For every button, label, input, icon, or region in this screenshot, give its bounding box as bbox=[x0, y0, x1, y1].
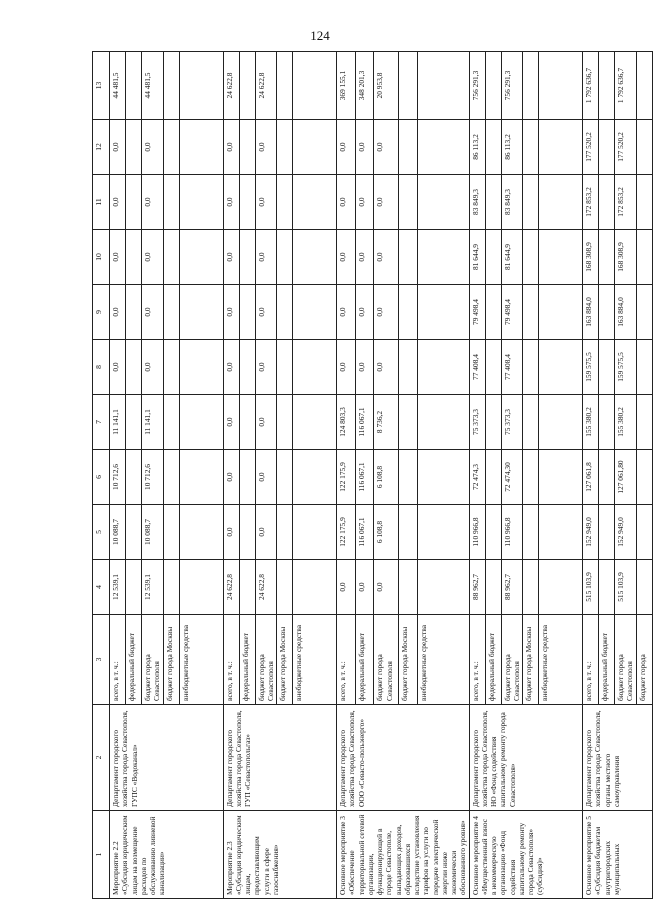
value-cell: 10 712,6 bbox=[142, 450, 164, 505]
value-cell: 83 849,3 bbox=[501, 175, 523, 230]
value-cell: 0,0 bbox=[223, 450, 239, 505]
value-cell bbox=[277, 450, 293, 505]
value-cell bbox=[126, 285, 142, 340]
value-cell bbox=[179, 230, 223, 285]
value-cell bbox=[485, 560, 501, 615]
value-cell bbox=[539, 285, 583, 340]
value-cell: 81 644,9 bbox=[501, 230, 523, 285]
value-cell: 24 622,8 bbox=[255, 560, 277, 615]
executor: Департамент городского хозяйства города Севастополя, НО «Фонд содействия капитальному ремонту города Севастополя» bbox=[469, 705, 583, 811]
value-cell bbox=[163, 505, 179, 560]
funding-source: бюджет города Севастополя bbox=[142, 615, 164, 705]
value-cell: 0,0 bbox=[374, 175, 399, 230]
value-cell bbox=[599, 52, 615, 120]
value-cell bbox=[418, 120, 469, 175]
value-cell: 172 853,2 bbox=[583, 175, 599, 230]
value-cell bbox=[636, 230, 652, 285]
value-cell bbox=[636, 120, 652, 175]
value-cell bbox=[523, 120, 539, 175]
value-cell: 79 498,4 bbox=[501, 285, 523, 340]
value-cell: 127 061,80 bbox=[615, 450, 637, 505]
value-cell bbox=[539, 340, 583, 395]
value-cell: 0,0 bbox=[337, 120, 356, 175]
value-cell: 11 141,1 bbox=[142, 395, 164, 450]
table-row bbox=[110, 52, 126, 899]
funding-source: бюджет города Севастополя bbox=[255, 615, 277, 705]
value-cell: 86 113,2 bbox=[501, 120, 523, 175]
value-cell bbox=[523, 395, 539, 450]
value-cell: 163 884,0 bbox=[615, 285, 637, 340]
column-number: 10 bbox=[93, 230, 110, 285]
value-cell bbox=[126, 395, 142, 450]
value-cell bbox=[599, 450, 615, 505]
value-cell: 6 108,8 bbox=[374, 505, 399, 560]
value-cell bbox=[418, 285, 469, 340]
value-cell: 110 966,8 bbox=[501, 505, 523, 560]
value-cell bbox=[599, 560, 615, 615]
value-cell: 24 622,8 bbox=[223, 560, 239, 615]
value-cell bbox=[636, 285, 652, 340]
value-cell bbox=[163, 395, 179, 450]
value-cell: 756 291,3 bbox=[501, 52, 523, 120]
value-cell bbox=[599, 340, 615, 395]
value-cell bbox=[523, 175, 539, 230]
value-cell: 10 712,6 bbox=[110, 450, 126, 505]
value-cell: 8 736,2 bbox=[374, 395, 399, 450]
funding-source: бюджет города Москвы bbox=[399, 615, 418, 705]
value-cell bbox=[399, 52, 418, 120]
value-cell: 0,0 bbox=[337, 175, 356, 230]
value-cell bbox=[239, 230, 255, 285]
value-cell bbox=[277, 285, 293, 340]
value-cell bbox=[239, 175, 255, 230]
value-cell: 116 067,1 bbox=[355, 450, 374, 505]
table-row bbox=[223, 52, 239, 899]
value-cell: 12 539,1 bbox=[142, 560, 164, 615]
value-cell: 177 520,2 bbox=[583, 120, 599, 175]
value-cell: 0,0 bbox=[374, 560, 399, 615]
funding-source: всего, в т. ч.: bbox=[223, 615, 239, 705]
value-cell bbox=[293, 230, 337, 285]
value-cell: 110 966,8 bbox=[469, 505, 485, 560]
value-cell: 1 792 636,7 bbox=[583, 52, 599, 120]
value-cell bbox=[163, 120, 179, 175]
value-cell: 44 481,5 bbox=[110, 52, 126, 120]
executor: Департамент городского хозяйства города Севастополя, органы местного самоуправления bbox=[583, 705, 653, 811]
funding-source: федеральный бюджет bbox=[485, 615, 501, 705]
value-cell: 0,0 bbox=[255, 230, 277, 285]
column-number: 2 bbox=[93, 705, 110, 811]
value-cell: 168 308,9 bbox=[615, 230, 637, 285]
value-cell: 0,0 bbox=[142, 285, 164, 340]
value-cell: 0,0 bbox=[223, 505, 239, 560]
value-cell bbox=[399, 120, 418, 175]
value-cell bbox=[523, 450, 539, 505]
value-cell: 12 539,1 bbox=[110, 560, 126, 615]
funding-source: всего, в т. ч.: bbox=[337, 615, 356, 705]
value-cell: 0,0 bbox=[255, 285, 277, 340]
value-cell bbox=[179, 505, 223, 560]
value-cell bbox=[126, 175, 142, 230]
funding-source: федеральный бюджет bbox=[599, 615, 615, 705]
value-cell bbox=[485, 52, 501, 120]
value-cell bbox=[399, 560, 418, 615]
value-cell: 88 962,7 bbox=[501, 560, 523, 615]
value-cell bbox=[179, 120, 223, 175]
activity-name: Мероприятие 2.3 «Субсидия юридическим лицам, предоставляющим услуги в сфере газоснабжения» bbox=[223, 811, 337, 899]
value-cell bbox=[179, 52, 223, 120]
column-number: 9 bbox=[93, 285, 110, 340]
value-cell bbox=[179, 285, 223, 340]
value-cell bbox=[277, 52, 293, 120]
value-cell bbox=[636, 450, 652, 505]
value-cell bbox=[539, 230, 583, 285]
value-cell: 81 644,9 bbox=[469, 230, 485, 285]
funding-source: федеральный бюджет bbox=[355, 615, 374, 705]
value-cell bbox=[239, 395, 255, 450]
value-cell bbox=[399, 450, 418, 505]
value-cell bbox=[399, 175, 418, 230]
executor: Департамент городского хозяйства города Севастополя, ГУПС «Водоканал» bbox=[110, 705, 224, 811]
value-cell bbox=[239, 285, 255, 340]
funding-source: бюджет города Севастополя bbox=[615, 615, 637, 705]
value-cell bbox=[126, 340, 142, 395]
value-cell: 72 474,30 bbox=[501, 450, 523, 505]
value-cell: 168 308,9 bbox=[583, 230, 599, 285]
value-cell bbox=[239, 340, 255, 395]
value-cell: 0,0 bbox=[374, 340, 399, 395]
value-cell bbox=[523, 52, 539, 120]
value-cell bbox=[179, 450, 223, 505]
value-cell: 0,0 bbox=[223, 230, 239, 285]
value-cell: 116 067,1 bbox=[355, 505, 374, 560]
value-cell: 11 141,1 bbox=[110, 395, 126, 450]
value-cell bbox=[126, 560, 142, 615]
value-cell: 152 949,0 bbox=[615, 505, 637, 560]
funding-source: бюджет города bbox=[636, 615, 652, 705]
value-cell: 0,0 bbox=[255, 340, 277, 395]
value-cell bbox=[485, 230, 501, 285]
value-cell bbox=[485, 450, 501, 505]
value-cell bbox=[126, 230, 142, 285]
value-cell: 177 520,2 bbox=[615, 120, 637, 175]
value-cell bbox=[399, 395, 418, 450]
value-cell: 88 962,7 bbox=[469, 560, 485, 615]
value-cell bbox=[239, 120, 255, 175]
value-cell: 0,0 bbox=[337, 340, 356, 395]
value-cell: 77 408,4 bbox=[501, 340, 523, 395]
value-cell: 0,0 bbox=[355, 175, 374, 230]
value-cell bbox=[636, 175, 652, 230]
value-cell: 0,0 bbox=[223, 175, 239, 230]
column-number: 6 bbox=[93, 450, 110, 505]
value-cell bbox=[293, 395, 337, 450]
value-cell: 0,0 bbox=[223, 285, 239, 340]
funding-source: федеральный бюджет bbox=[126, 615, 142, 705]
value-cell bbox=[277, 340, 293, 395]
funding-source: внебюджетные средства bbox=[179, 615, 223, 705]
funding-source: внебюджетные средства bbox=[539, 615, 583, 705]
value-cell bbox=[539, 175, 583, 230]
value-cell bbox=[599, 230, 615, 285]
column-number: 1 bbox=[93, 811, 110, 899]
value-cell bbox=[293, 505, 337, 560]
value-cell: 348 201,3 bbox=[355, 52, 374, 120]
value-cell: 10 088,7 bbox=[142, 505, 164, 560]
value-cell bbox=[179, 395, 223, 450]
value-cell bbox=[163, 450, 179, 505]
value-cell bbox=[399, 230, 418, 285]
value-cell: 515 103,9 bbox=[615, 560, 637, 615]
value-cell: 116 067,1 bbox=[355, 395, 374, 450]
value-cell: 0,0 bbox=[223, 120, 239, 175]
value-cell bbox=[239, 450, 255, 505]
value-cell bbox=[277, 395, 293, 450]
value-cell bbox=[636, 505, 652, 560]
value-cell bbox=[523, 285, 539, 340]
value-cell: 172 853,2 bbox=[615, 175, 637, 230]
table-body bbox=[93, 52, 653, 899]
value-cell bbox=[485, 505, 501, 560]
value-cell bbox=[163, 230, 179, 285]
value-cell bbox=[277, 560, 293, 615]
value-cell bbox=[418, 505, 469, 560]
value-cell: 6 108,8 bbox=[374, 450, 399, 505]
column-number: 11 bbox=[93, 175, 110, 230]
value-cell bbox=[293, 560, 337, 615]
funding-source: бюджет города Севастополя bbox=[374, 615, 399, 705]
value-cell bbox=[399, 505, 418, 560]
value-cell: 20 953,8 bbox=[374, 52, 399, 120]
value-cell bbox=[293, 120, 337, 175]
value-cell bbox=[126, 450, 142, 505]
value-cell bbox=[179, 560, 223, 615]
value-cell bbox=[399, 340, 418, 395]
value-cell: 0,0 bbox=[142, 175, 164, 230]
funding-source: всего, в т. ч.: bbox=[110, 615, 126, 705]
rotated-table-wrapper bbox=[92, 52, 647, 899]
column-number: 5 bbox=[93, 505, 110, 560]
value-cell bbox=[126, 52, 142, 120]
value-cell: 0,0 bbox=[355, 230, 374, 285]
column-number: 13 bbox=[93, 52, 110, 120]
value-cell bbox=[277, 505, 293, 560]
value-cell: 122 175,9 bbox=[337, 505, 356, 560]
page-number: 124 bbox=[310, 28, 330, 43]
rotated-table-area bbox=[92, 52, 647, 899]
value-cell: 515 103,9 bbox=[583, 560, 599, 615]
value-cell: 0,0 bbox=[337, 560, 356, 615]
value-cell: 152 949,0 bbox=[583, 505, 599, 560]
value-cell bbox=[277, 230, 293, 285]
value-cell: 75 373,3 bbox=[469, 395, 485, 450]
value-cell bbox=[485, 285, 501, 340]
value-cell: 0,0 bbox=[223, 340, 239, 395]
value-cell bbox=[163, 52, 179, 120]
value-cell bbox=[523, 230, 539, 285]
value-cell: 0,0 bbox=[142, 230, 164, 285]
value-cell bbox=[293, 285, 337, 340]
value-cell bbox=[636, 52, 652, 120]
value-cell: 0,0 bbox=[337, 230, 356, 285]
value-cell: 155 380,2 bbox=[583, 395, 599, 450]
value-cell: 0,0 bbox=[255, 175, 277, 230]
value-cell bbox=[293, 450, 337, 505]
column-number: 4 bbox=[93, 560, 110, 615]
value-cell: 79 498,4 bbox=[469, 285, 485, 340]
funding-source: всего, в т. ч.: bbox=[583, 615, 599, 705]
value-cell: 0,0 bbox=[355, 560, 374, 615]
value-cell bbox=[539, 52, 583, 120]
value-cell: 24 622,8 bbox=[223, 52, 239, 120]
value-cell bbox=[179, 340, 223, 395]
value-cell bbox=[418, 230, 469, 285]
header-row bbox=[93, 52, 110, 899]
value-cell bbox=[599, 175, 615, 230]
funding-source: бюджет города Москвы bbox=[163, 615, 179, 705]
value-cell: 0,0 bbox=[223, 395, 239, 450]
value-cell: 0,0 bbox=[255, 450, 277, 505]
value-cell: 0,0 bbox=[337, 285, 356, 340]
value-cell bbox=[239, 52, 255, 120]
value-cell bbox=[599, 285, 615, 340]
value-cell bbox=[418, 450, 469, 505]
value-cell bbox=[418, 395, 469, 450]
value-cell bbox=[636, 395, 652, 450]
value-cell: 127 061,8 bbox=[583, 450, 599, 505]
value-cell bbox=[523, 560, 539, 615]
activity-name: Основное мероприятие 5 «Субсидия бюджетам внутригородских муниципальных bbox=[583, 811, 653, 899]
column-number: 7 bbox=[93, 395, 110, 450]
value-cell bbox=[636, 560, 652, 615]
value-cell bbox=[636, 340, 652, 395]
value-cell bbox=[418, 560, 469, 615]
value-cell bbox=[599, 395, 615, 450]
column-number: 8 bbox=[93, 340, 110, 395]
table-row bbox=[469, 52, 485, 899]
value-cell: 44 481,5 bbox=[142, 52, 164, 120]
value-cell: 24 622,8 bbox=[255, 52, 277, 120]
value-cell bbox=[399, 285, 418, 340]
value-cell: 0,0 bbox=[110, 340, 126, 395]
value-cell: 0,0 bbox=[355, 340, 374, 395]
value-cell: 75 373,3 bbox=[501, 395, 523, 450]
value-cell: 122 175,9 bbox=[337, 450, 356, 505]
table-row bbox=[583, 52, 599, 899]
executor: Департамент городского хозяйства города Севастополя, ГУП «Севастопольгаз» bbox=[223, 705, 337, 811]
value-cell: 0,0 bbox=[355, 285, 374, 340]
value-cell bbox=[418, 175, 469, 230]
value-cell bbox=[485, 175, 501, 230]
value-cell: 83 849,3 bbox=[469, 175, 485, 230]
value-cell: 756 291,3 bbox=[469, 52, 485, 120]
value-cell bbox=[599, 505, 615, 560]
value-cell bbox=[293, 175, 337, 230]
value-cell bbox=[163, 340, 179, 395]
value-cell bbox=[485, 340, 501, 395]
value-cell: 0,0 bbox=[142, 120, 164, 175]
value-cell: 0,0 bbox=[110, 175, 126, 230]
activity-name: Основное мероприятие 4 «Имущественный взнос в некоммерческую организацию «Фонд содействия капитальному ремонту города Севастополя» (субсидия)» bbox=[469, 811, 583, 899]
funding-source: федеральный бюджет bbox=[239, 615, 255, 705]
value-cell bbox=[293, 340, 337, 395]
value-cell: 0,0 bbox=[255, 505, 277, 560]
value-cell: 0,0 bbox=[255, 120, 277, 175]
value-cell bbox=[179, 175, 223, 230]
value-cell bbox=[293, 52, 337, 120]
value-cell: 159 575,5 bbox=[615, 340, 637, 395]
funding-source: внебюджетные средства bbox=[293, 615, 337, 705]
value-cell bbox=[539, 505, 583, 560]
value-cell bbox=[163, 175, 179, 230]
funding-source: бюджет города Москвы bbox=[523, 615, 539, 705]
value-cell bbox=[126, 505, 142, 560]
value-cell: 0,0 bbox=[110, 230, 126, 285]
budget-table bbox=[92, 51, 653, 899]
value-cell bbox=[239, 560, 255, 615]
funding-source: всего, в т. ч.: bbox=[469, 615, 485, 705]
value-cell bbox=[239, 505, 255, 560]
value-cell: 159 575,5 bbox=[583, 340, 599, 395]
value-cell bbox=[163, 285, 179, 340]
value-cell bbox=[599, 120, 615, 175]
value-cell bbox=[539, 120, 583, 175]
value-cell bbox=[163, 560, 179, 615]
activity-name: Основное мероприятие 3 «Обеспечение территориальной сетевой организации, функционирующей в городе Севастополе, выпадающих доходов, образовавшихся вследствие установления тарифов на услуги по передаче электрической энергии ниже экономически обоснованного уровня» bbox=[337, 811, 470, 899]
value-cell bbox=[485, 395, 501, 450]
funding-source: бюджет города Москвы bbox=[277, 615, 293, 705]
value-cell bbox=[277, 175, 293, 230]
value-cell: 163 884,0 bbox=[583, 285, 599, 340]
value-cell: 0,0 bbox=[374, 120, 399, 175]
funding-source: бюджет города Севастополя bbox=[501, 615, 523, 705]
value-cell bbox=[418, 340, 469, 395]
value-cell bbox=[277, 120, 293, 175]
value-cell: 1 792 636,7 bbox=[615, 52, 637, 120]
value-cell bbox=[126, 120, 142, 175]
funding-source: внебюджетные средства bbox=[418, 615, 469, 705]
value-cell: 155 380,2 bbox=[615, 395, 637, 450]
value-cell bbox=[523, 505, 539, 560]
value-cell: 10 088,7 bbox=[110, 505, 126, 560]
table-row bbox=[337, 52, 356, 899]
value-cell: 0,0 bbox=[142, 340, 164, 395]
value-cell: 86 113,2 bbox=[469, 120, 485, 175]
executor: Департамент городского хозяйства города Севастополя, ООО «Севасто-польэнерго» bbox=[337, 705, 470, 811]
value-cell: 0,0 bbox=[110, 120, 126, 175]
value-cell bbox=[539, 450, 583, 505]
value-cell: 72 474,3 bbox=[469, 450, 485, 505]
value-cell: 77 408,4 bbox=[469, 340, 485, 395]
value-cell: 0,0 bbox=[374, 230, 399, 285]
value-cell bbox=[539, 560, 583, 615]
value-cell bbox=[485, 120, 501, 175]
value-cell bbox=[418, 52, 469, 120]
column-number: 12 bbox=[93, 120, 110, 175]
value-cell bbox=[539, 395, 583, 450]
value-cell: 0,0 bbox=[110, 285, 126, 340]
value-cell bbox=[523, 340, 539, 395]
value-cell: 0,0 bbox=[374, 285, 399, 340]
value-cell: 0,0 bbox=[255, 395, 277, 450]
value-cell: 124 803,3 bbox=[337, 395, 356, 450]
activity-name: Мероприятие 2.2 «Субсидия юридическим лицам на возмещение расходов по обслуживанию ливневой канализации» bbox=[110, 811, 224, 899]
value-cell: 369 155,1 bbox=[337, 52, 356, 120]
value-cell: 0,0 bbox=[355, 120, 374, 175]
column-number: 3 bbox=[93, 615, 110, 705]
